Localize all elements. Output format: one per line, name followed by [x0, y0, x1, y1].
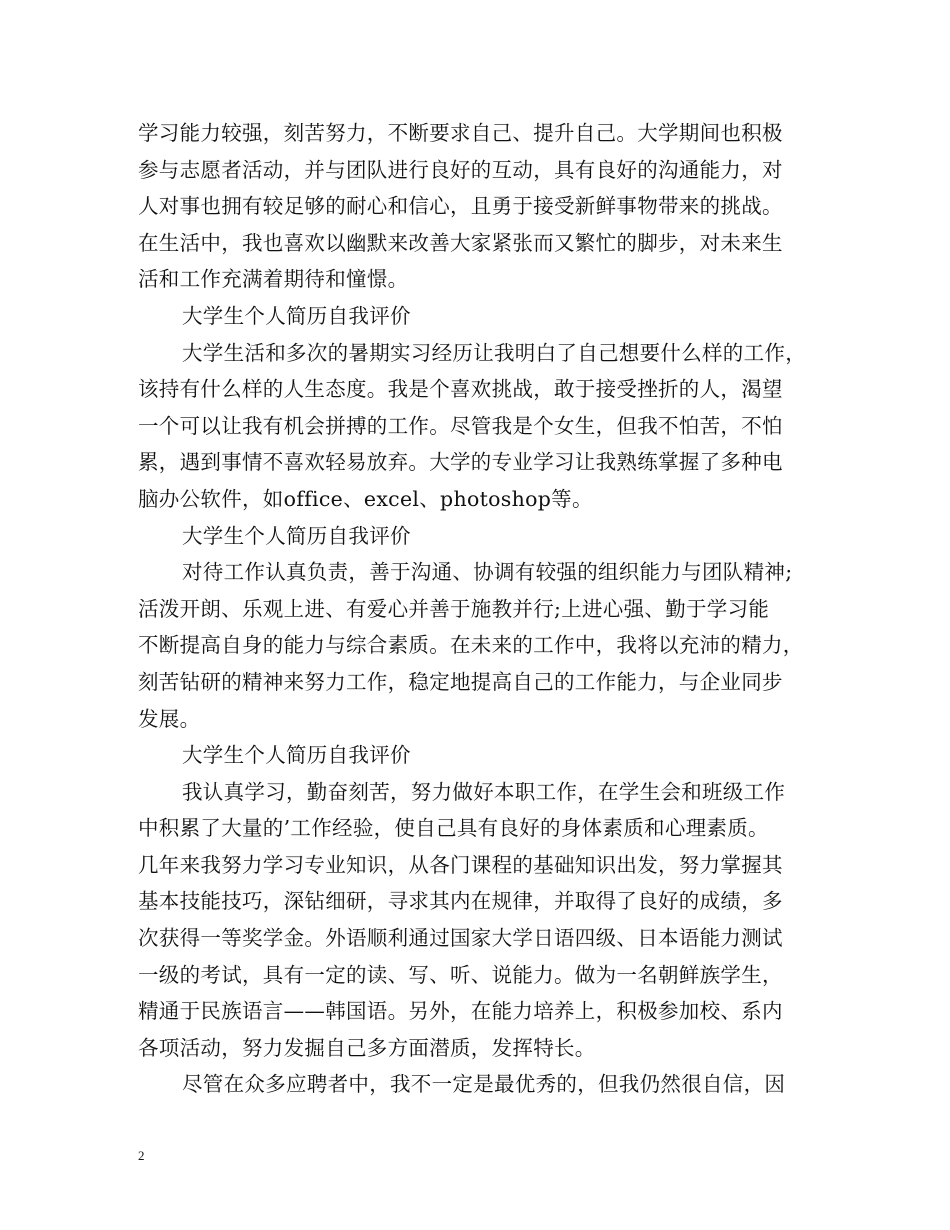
text-line: 大学生活和多次的暑期实习经历让我明白了自己想要什么样的工作，: [182, 340, 806, 365]
text-line: 活泼开朗、乐观上进、有爱心并善于施教并行;上进心强、勤于学习能: [138, 596, 770, 621]
text-line: 在生活中，我也喜欢以幽默来改善大家紧张而又繁忙的脚步，对未来生: [138, 230, 783, 255]
text-line: 不断提高自身的能力与综合素质。在未来的工作中，我将以充沛的精力，: [138, 633, 804, 658]
text-line: 累，遇到事情不喜欢轻易放弃。大学的专业学习让我熟练掌握了多种电: [138, 450, 783, 475]
page-number: 2: [138, 1148, 145, 1163]
text-line: 该持有什么样的人生态度。我是个喜欢挑战，敢于接受挫折的人，渴望: [138, 377, 783, 402]
text-line: 基本技能技巧，深钻细研，寻求其内在规律，并取得了良好的成绩，多: [138, 889, 783, 914]
text-line: 一个可以让我有机会拼搏的工作。尽管我是个女生，但我不怕苦，不怕: [138, 413, 783, 438]
text-line: 活和工作充满着期待和憧憬。: [138, 267, 409, 292]
text-line: 刻苦钻研的精神来努力工作，稳定地提高自己的工作能力，与企业同步: [138, 669, 783, 694]
text-line: 人对事也拥有较足够的耐心和信心，且勇于接受新鲜事物带来的挑战。: [138, 194, 783, 219]
text-line: 中积累了大量的’工作经验，使自己具有良好的身体素质和心理素质。: [138, 816, 769, 841]
text-line: 参与志愿者活动，并与团队进行良好的互动，具有良好的沟通能力，对: [138, 157, 783, 182]
text-line: 发展。: [138, 706, 201, 731]
section-heading: 大学生个人简历自我评价: [182, 303, 411, 328]
section-heading: 大学生个人简历自我评价: [182, 743, 411, 768]
text-line: 一级的考试，具有一定的读、写、听、说能力。做为一名朝鲜族学生，: [138, 962, 783, 987]
text-line: 次获得一等奖学金。外语顺利通过国家大学日语四级、日本语能力测试: [138, 926, 783, 951]
text-line: 各项活动，努力发掘自己多方面潜质，发挥特长。: [138, 1035, 596, 1060]
text-line: 精通于民族语言——韩国语。另外，在能力培养上，积极参加校、系内: [138, 999, 783, 1024]
text-line: 我认真学习，勤奋刻苦，努力做好本职工作，在学生会和班级工作: [182, 779, 786, 804]
text-line: 脑办公软件，如office、excel、photoshop等。: [138, 486, 593, 511]
section-heading: 大学生个人简历自我评价: [182, 523, 411, 548]
text-line: 尽管在众多应聘者中，我不一定是最优秀的，但我仍然很自信，因: [182, 1072, 786, 1097]
text-line: 几年来我努力学习专业知识，从各门课程的基础知识出发，努力掌握其: [138, 852, 783, 877]
text-line: 学习能力较强，刻苦努力，不断要求自己、提升自己。大学期间也积极: [138, 121, 783, 145]
document-body: [138, 115, 828, 1103]
text-line: 对待工作认真负责，善于沟通、协调有较强的组织能力与团队精神;: [182, 560, 793, 585]
